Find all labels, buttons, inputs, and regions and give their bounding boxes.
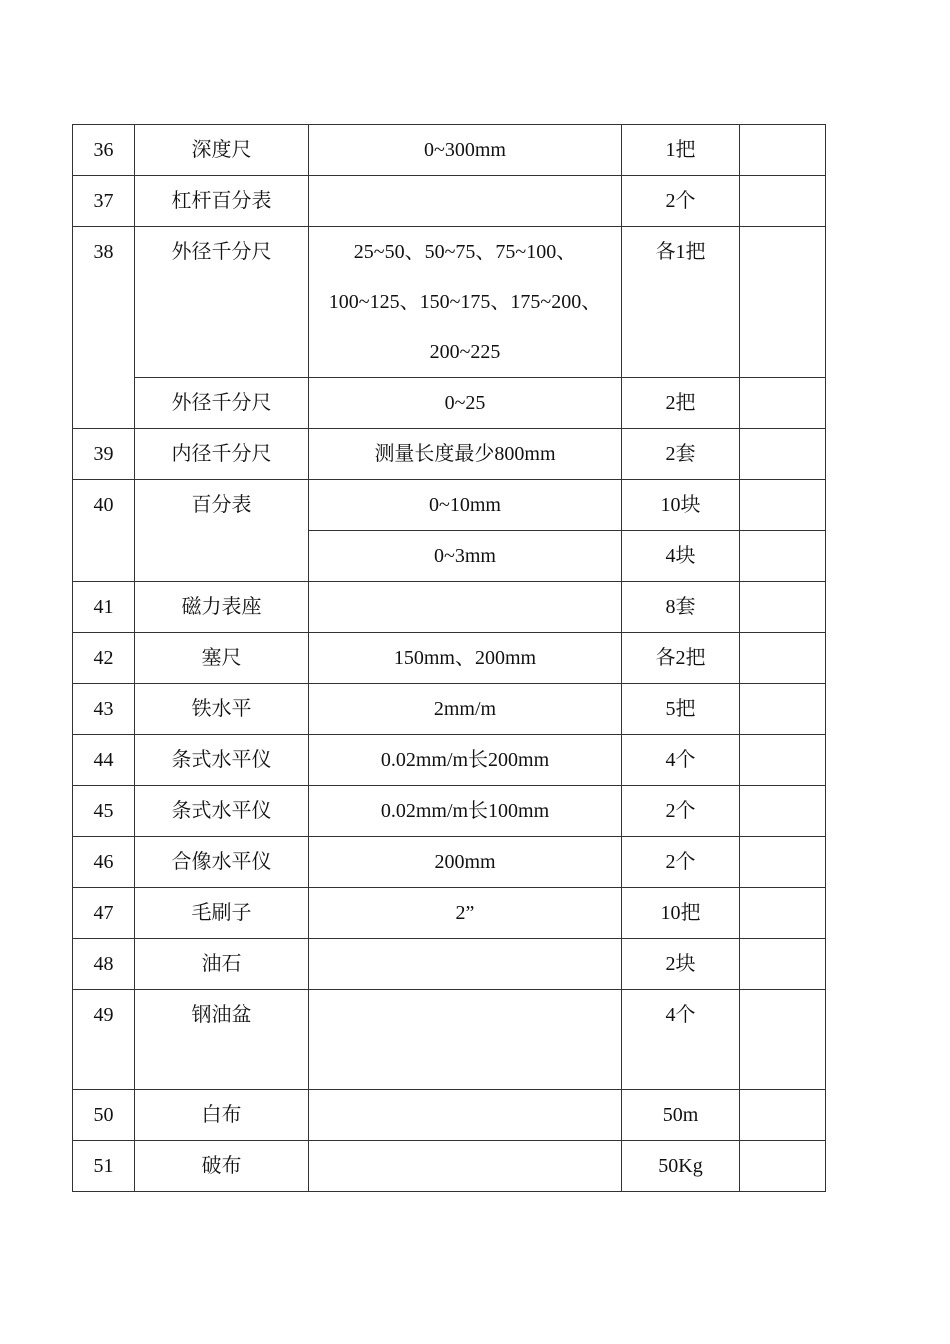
item-spec: 0~300mm — [309, 125, 622, 176]
item-remark — [740, 378, 826, 429]
item-quantity: 50m — [622, 1090, 740, 1141]
item-number: 40 — [73, 480, 135, 582]
item-quantity: 各2把 — [622, 633, 740, 684]
item-quantity: 10块 — [622, 480, 740, 531]
item-quantity: 2个 — [622, 837, 740, 888]
item-spec: 25~50、50~75、75~100、100~125、150~175、175~200、200~225 — [309, 227, 622, 378]
item-quantity: 5把 — [622, 684, 740, 735]
item-number: 37 — [73, 176, 135, 227]
item-name: 深度尺 — [135, 125, 309, 176]
item-remark — [740, 990, 826, 1090]
item-quantity: 2个 — [622, 786, 740, 837]
table-row — [73, 633, 826, 684]
item-remark — [740, 633, 826, 684]
table-row — [73, 939, 826, 990]
item-name: 白布 — [135, 1090, 309, 1141]
table-row — [73, 888, 826, 939]
item-remark — [740, 684, 826, 735]
item-quantity: 8套 — [622, 582, 740, 633]
table-row — [73, 582, 826, 633]
item-number: 45 — [73, 786, 135, 837]
item-remark — [740, 939, 826, 990]
item-spec: 200mm — [309, 837, 622, 888]
item-number: 49 — [73, 990, 135, 1090]
item-quantity: 4个 — [622, 990, 740, 1090]
item-remark — [740, 837, 826, 888]
table-row — [73, 735, 826, 786]
item-remark — [740, 1090, 826, 1141]
item-remark — [740, 582, 826, 633]
item-number: 43 — [73, 684, 135, 735]
table-row — [73, 990, 826, 1090]
item-name: 条式水平仪 — [135, 786, 309, 837]
item-number: 38 — [73, 227, 135, 429]
table-row — [73, 1141, 826, 1192]
item-spec: 测量长度最少800mm — [309, 429, 622, 480]
table-row — [73, 378, 826, 429]
table-row — [73, 227, 826, 378]
item-quantity: 1把 — [622, 125, 740, 176]
item-spec: 0.02mm/m长200mm — [309, 735, 622, 786]
item-spec — [309, 582, 622, 633]
table-row — [73, 837, 826, 888]
item-remark — [740, 888, 826, 939]
item-quantity: 4块 — [622, 531, 740, 582]
item-name: 破布 — [135, 1141, 309, 1192]
item-number: 44 — [73, 735, 135, 786]
item-spec: 0~3mm — [309, 531, 622, 582]
item-number: 50 — [73, 1090, 135, 1141]
item-number: 39 — [73, 429, 135, 480]
item-name: 油石 — [135, 939, 309, 990]
item-name: 外径千分尺 — [135, 227, 309, 378]
item-quantity: 2套 — [622, 429, 740, 480]
item-quantity: 4个 — [622, 735, 740, 786]
item-name: 铁水平 — [135, 684, 309, 735]
item-number: 46 — [73, 837, 135, 888]
item-remark — [740, 125, 826, 176]
item-name: 外径千分尺 — [135, 378, 309, 429]
item-spec: 2” — [309, 888, 622, 939]
table-row — [73, 684, 826, 735]
item-remark — [740, 735, 826, 786]
item-remark — [740, 531, 826, 582]
item-quantity: 50Kg — [622, 1141, 740, 1192]
item-quantity: 2块 — [622, 939, 740, 990]
item-number: 36 — [73, 125, 135, 176]
item-spec — [309, 990, 622, 1090]
item-name: 磁力表座 — [135, 582, 309, 633]
item-remark — [740, 786, 826, 837]
item-remark — [740, 227, 826, 378]
table-row — [73, 176, 826, 227]
item-quantity: 2把 — [622, 378, 740, 429]
item-spec: 2mm/m — [309, 684, 622, 735]
table-row — [73, 1090, 826, 1141]
item-name: 毛刷子 — [135, 888, 309, 939]
item-name: 钢油盆 — [135, 990, 309, 1090]
item-spec: 0~10mm — [309, 480, 622, 531]
item-name: 杠杆百分表 — [135, 176, 309, 227]
item-spec — [309, 1090, 622, 1141]
item-remark — [740, 1141, 826, 1192]
item-name: 塞尺 — [135, 633, 309, 684]
tools-table — [72, 124, 826, 1192]
item-spec: 0.02mm/m长100mm — [309, 786, 622, 837]
item-name: 合像水平仪 — [135, 837, 309, 888]
item-spec: 0~25 — [309, 378, 622, 429]
item-quantity: 各1把 — [622, 227, 740, 378]
item-number: 51 — [73, 1141, 135, 1192]
item-spec: 150mm、200mm — [309, 633, 622, 684]
table-row — [73, 429, 826, 480]
item-spec — [309, 1141, 622, 1192]
item-spec — [309, 176, 622, 227]
item-remark — [740, 429, 826, 480]
table-row — [73, 480, 826, 531]
item-number: 47 — [73, 888, 135, 939]
item-name: 内径千分尺 — [135, 429, 309, 480]
item-number: 42 — [73, 633, 135, 684]
table-row — [73, 786, 826, 837]
item-quantity: 10把 — [622, 888, 740, 939]
item-remark — [740, 176, 826, 227]
item-number: 41 — [73, 582, 135, 633]
item-spec — [309, 939, 622, 990]
item-remark — [740, 480, 826, 531]
item-name: 条式水平仪 — [135, 735, 309, 786]
item-quantity: 2个 — [622, 176, 740, 227]
item-number: 48 — [73, 939, 135, 990]
table-row — [73, 125, 826, 176]
item-name: 百分表 — [135, 480, 309, 582]
